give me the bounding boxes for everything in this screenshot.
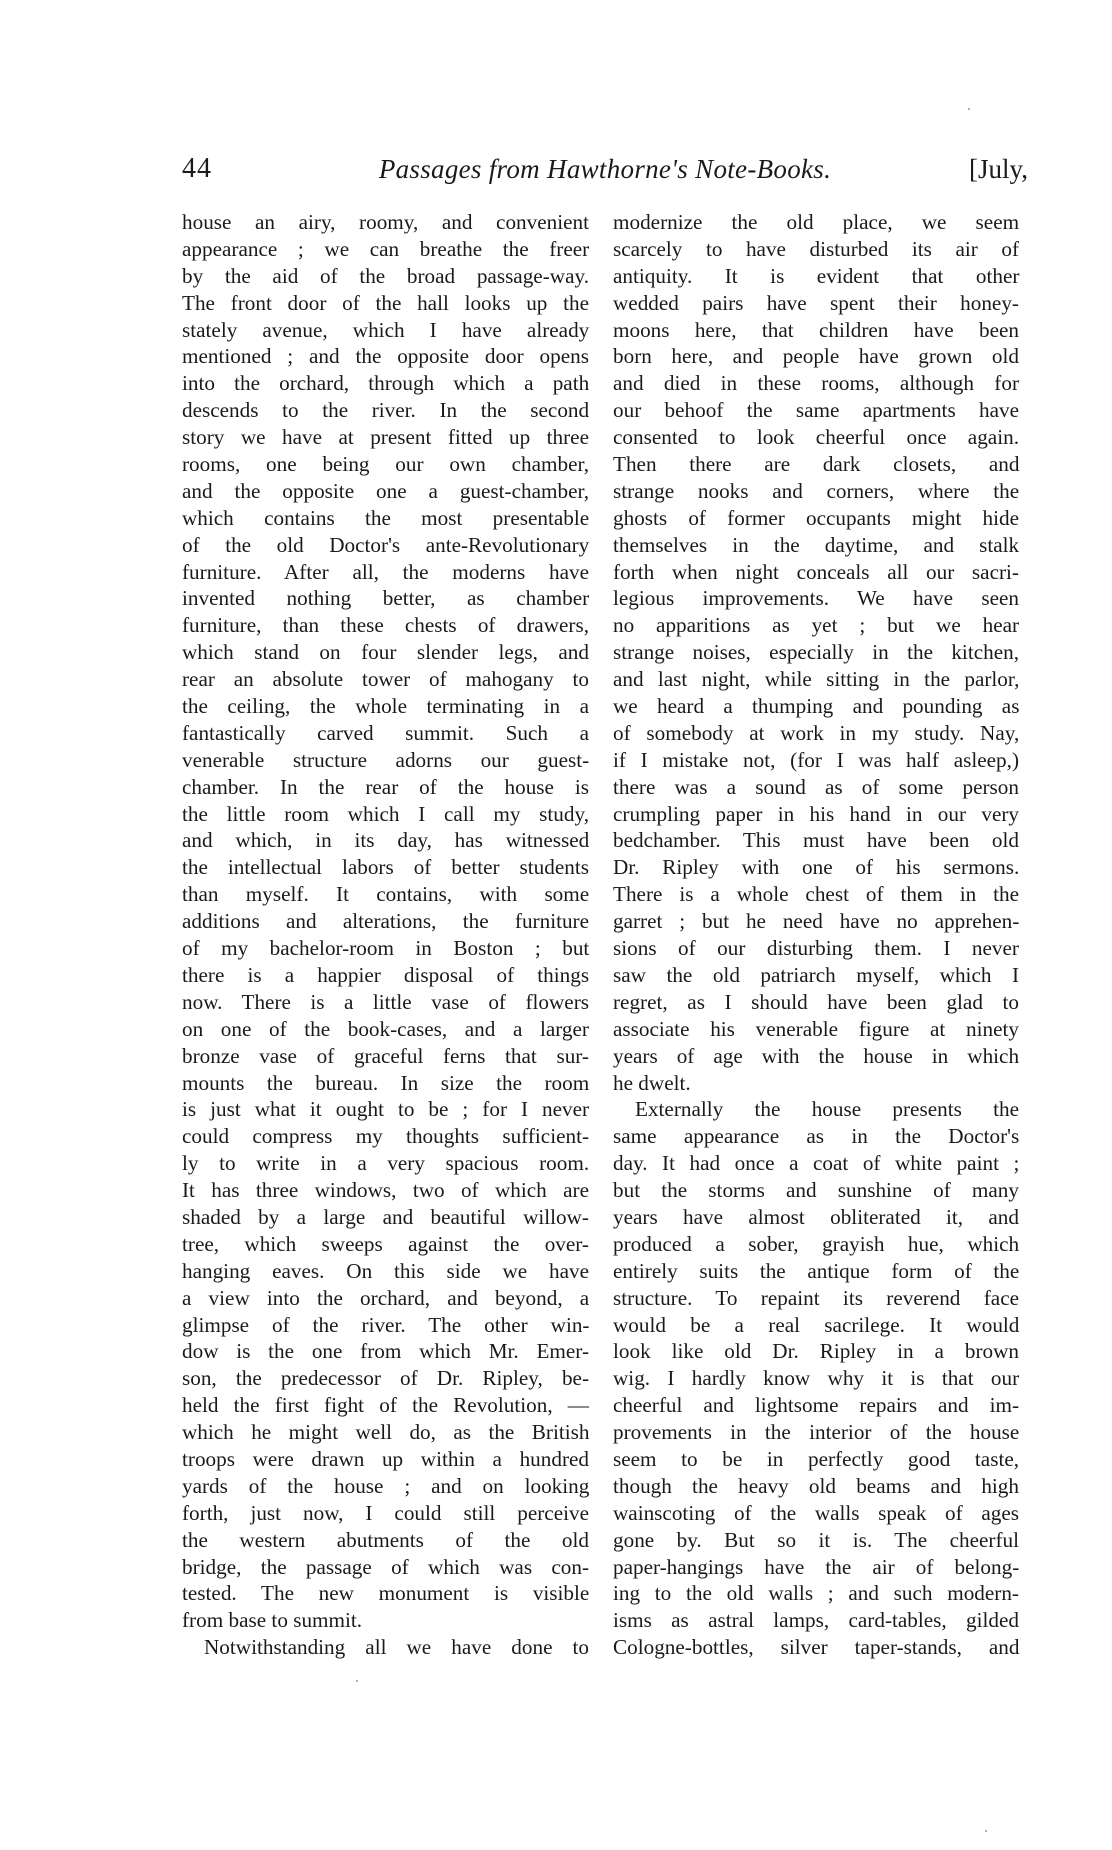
page-number: 44 (182, 153, 212, 184)
text-line: house an airy, roomy, and convenient (182, 210, 589, 234)
text-line: tree, which sweeps against the over- (182, 1231, 589, 1256)
text-line: the little room which I call my study, (182, 801, 589, 826)
text-line: and died in these rooms, although for (613, 371, 1019, 396)
text-line: It has three windows, two of which are (182, 1178, 589, 1203)
text-line: regret, as I should have been glad to (613, 989, 1019, 1014)
text-line: Notwithstanding all we have done to (204, 1635, 589, 1660)
scan-speck (985, 1830, 987, 1832)
text-line: invented nothing better, as chamber (182, 586, 590, 611)
text-line: wedded pairs have spent their honey- (613, 290, 1019, 315)
text-line: born here, and people have grown old (613, 344, 1019, 369)
text-line: bronze vase of graceful ferns that sur- (182, 1043, 589, 1068)
scan-speck (356, 1680, 358, 1682)
text-line: rear an absolute tower of mahogany to (182, 667, 589, 692)
text-line: there was a sound as of some person (613, 774, 1019, 799)
text-line: shaded by a large and beautiful willow- (182, 1204, 589, 1229)
text-line: he dwelt. (613, 1070, 691, 1095)
text-line: is just what it ought to be ; for I never (182, 1097, 590, 1122)
text-line: Externally the house presents the (635, 1097, 1019, 1122)
text-line: there is a happier disposal of things (182, 962, 590, 987)
text-line: scarcely to have disturbed its air of (613, 236, 1019, 261)
text-line: There is a whole chest of them in the (613, 882, 1020, 907)
text-line: of somebody at work in my study. Nay, (613, 720, 1020, 745)
text-line: we heard a thumping and pounding as (613, 694, 1020, 719)
text-line: hanging eaves. On this side we have (182, 1258, 589, 1283)
text-line: provements in the interior of the house (613, 1420, 1020, 1445)
text-line: cheerful and lightsome repairs and im- (613, 1393, 1019, 1418)
text-line: legious improvements. We have seen (613, 586, 1019, 611)
text-line: The front door of the hall looks up the (182, 290, 589, 315)
text-line: structure. To repaint its reverend face (613, 1285, 1019, 1310)
text-line: bridge, the passage of which was con- (182, 1554, 590, 1579)
text-line: but the storms and sunshine of many (613, 1178, 1019, 1203)
text-line: than myself. It contains, with some (182, 882, 590, 907)
text-line: appearance ; we can breathe the freer (182, 236, 590, 261)
text-line: day. It had once a coat of white paint ; (613, 1151, 1020, 1176)
text-line: wig. I hardly know why it is that our (613, 1366, 1020, 1391)
text-line: paper-hangings have the air of belong- (613, 1554, 1020, 1579)
text-line: furniture. After all, the moderns have (182, 559, 589, 584)
text-line: isms as astral lamps, card-tables, gilded (613, 1608, 1019, 1633)
text-line: forth, just now, I could still perceive (182, 1500, 589, 1525)
text-line: glimpse of the river. The other win- (182, 1312, 590, 1337)
text-line: would be a real sacrilege. It would (613, 1312, 1020, 1337)
text-column-left (182, 209, 589, 1661)
text-line: wainscoting of the walls speak of ages (613, 1500, 1019, 1525)
text-line: of my bachelor-room in Boston ; but (182, 936, 590, 961)
text-line: the ceiling, the whole terminating in a (182, 694, 589, 719)
text-line: years have almost obliterated it, and (613, 1204, 1019, 1229)
date-marker: [July, (969, 154, 1028, 184)
text-line: additions and alterations, the furniture (182, 909, 590, 934)
text-line: now. There is a little vase of flowers (182, 989, 589, 1014)
text-line: the intellectual labors of better students (182, 855, 589, 880)
text-line: Then there are dark closets, and (613, 452, 1020, 477)
text-line: antiquity. It is evident that other (613, 263, 1020, 288)
text-line: story we have at present fitted up three (182, 425, 589, 450)
text-line: Dr. Ripley with one of his sermons. (613, 855, 1020, 880)
text-line: on one of the book-cases, and a larger (182, 1016, 589, 1041)
text-line: Cologne-bottles, silver taper-stands, and (613, 1635, 1020, 1660)
text-line: consented to look cheerful once again. (613, 425, 1019, 450)
text-line: chamber. In the rear of the house is (182, 774, 589, 799)
text-line: strange nooks and corners, where the (613, 478, 1020, 503)
text-line: saw the old patriarch myself, which I (613, 962, 1019, 987)
text-line: same appearance as in the Doctor's (613, 1124, 1020, 1149)
text-line: fantastically carved summit. Such a (182, 720, 589, 745)
text-line: seem to be in perfectly good taste, (613, 1446, 1020, 1471)
text-line: and last night, while sitting in the parlor, (613, 667, 1020, 692)
running-title: Passages from Hawthorne's Note-Books. (378, 154, 832, 184)
text-line: which he might well do, as the British (182, 1420, 590, 1445)
text-line: garret ; but he need have no apprehen- (613, 909, 1020, 934)
text-line: stately avenue, which I have already (182, 317, 590, 342)
text-line: furniture, than these chests of drawers, (182, 613, 589, 638)
text-line: by the aid of the broad passage-way. (182, 263, 589, 288)
text-line: mentioned ; and the opposite door opens (182, 344, 589, 369)
text-line: look like old Dr. Ripley in a brown (613, 1339, 1019, 1364)
text-line: gone by. But so it is. The cheerful (613, 1527, 1019, 1552)
text-line: dow is the one from which Mr. Emer- (182, 1339, 589, 1364)
text-line: troops were drawn up within a hundred (182, 1446, 590, 1471)
text-line: years of age with the house in which (613, 1043, 1020, 1068)
text-line: the western abutments of the old (182, 1527, 589, 1552)
scan-speck (968, 108, 970, 110)
text-line: from base to summit. (182, 1608, 363, 1633)
text-line: yards of the house ; and on looking (182, 1473, 590, 1498)
text-line: if I mistake not, (for I was half asleep,) (613, 747, 1019, 772)
text-line: and which, in its day, has witnessed (182, 828, 590, 853)
text-line: bedchamber. This must have been old (613, 828, 1019, 853)
text-line: strange noises, especially in the kitchen, (613, 640, 1019, 665)
text-line: and the opposite one a guest-chamber, (182, 478, 589, 503)
text-line: associate his venerable figure at ninety (613, 1016, 1019, 1041)
text-line: forth when night conceals all our sacri- (613, 559, 1019, 584)
text-line: ing to the old walls ; and such modern- (613, 1581, 1019, 1606)
text-line: no apparitions as yet ; but we hear (613, 613, 1020, 638)
text-line: though the heavy old beams and high (613, 1473, 1019, 1498)
text-line: moons here, that children have been (613, 317, 1019, 342)
text-line: which contains the most presentable (182, 505, 590, 530)
text-line: modernize the old place, we seem (613, 210, 1020, 234)
text-line: son, the predecessor of Dr. Ripley, be- (182, 1366, 589, 1391)
text-line: crumpling paper in his hand in our very (613, 801, 1019, 826)
text-line: could compress my thoughts sufficient- (182, 1124, 590, 1149)
text-line: entirely suits the antique form of the (613, 1258, 1020, 1283)
text-line: into the orchard, through which a path (182, 371, 590, 396)
text-line: our behoof the same apartments have (613, 398, 1019, 423)
running-head (182, 152, 1028, 186)
text-line: which stand on four slender legs, and (182, 640, 589, 665)
text-line: descends to the river. In the second (182, 398, 590, 423)
text-line: themselves in the daytime, and stalk (613, 532, 1020, 557)
text-line: venerable structure adorns our guest- (182, 747, 590, 772)
text-line: ghosts of former occupants might hide (613, 505, 1019, 530)
text-column-right (613, 209, 1019, 1661)
text-line: ly to write in a very spacious room. (182, 1151, 590, 1176)
text-line: tested. The new monument is visible (182, 1581, 590, 1606)
text-line: held the first fight of the Revolution, — (182, 1393, 589, 1418)
text-line: mounts the bureau. In size the room (182, 1070, 590, 1095)
text-line: of the old Doctor's ante-Revolutionary (182, 532, 590, 557)
text-line: sions of our disturbing them. I never (613, 936, 1019, 961)
text-line: produced a sober, grayish hue, which (613, 1231, 1020, 1256)
text-line: rooms, one being our own chamber, (182, 452, 589, 477)
text-line: a view into the orchard, and beyond, a (182, 1285, 590, 1310)
